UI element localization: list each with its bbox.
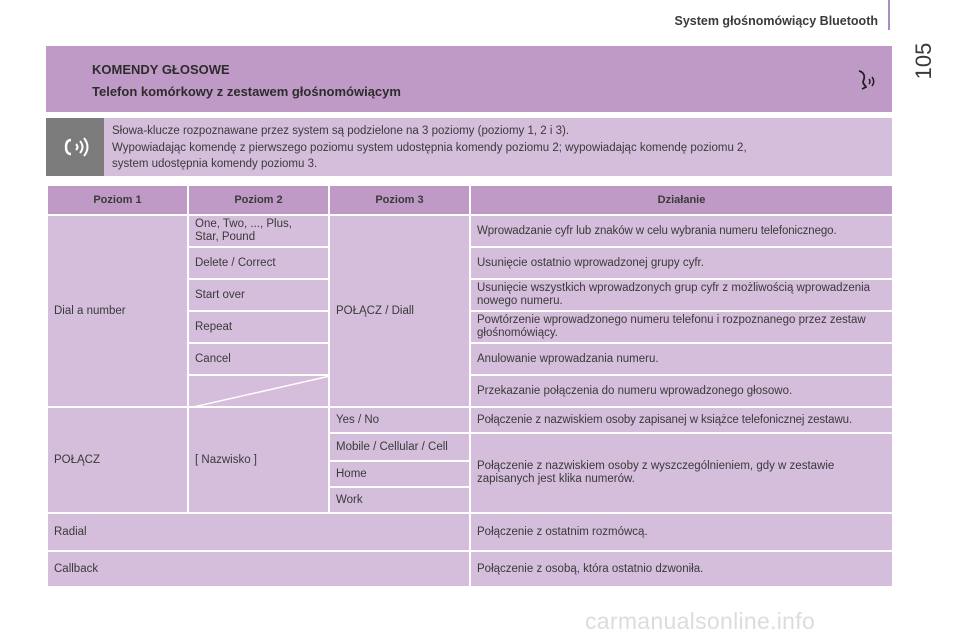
header-rule bbox=[888, 0, 890, 30]
table-header-row bbox=[47, 185, 893, 215]
cell-level3: Mobile / Cellular / Cell bbox=[329, 433, 470, 461]
cell-level3: Yes / No bbox=[329, 407, 470, 433]
cell-action: Powtórzenie wprowadzonego numeru telefonu i rozpoznanego przez zestaw głośnomówiący. bbox=[470, 311, 893, 343]
intro-box bbox=[46, 118, 892, 176]
cell-level2-empty bbox=[188, 375, 329, 407]
cell-level2: Start over bbox=[188, 279, 329, 311]
cell-level1-callback: Callback bbox=[47, 551, 470, 587]
cell-level1-dial: Dial a number bbox=[47, 215, 188, 407]
cell-action: Przekazanie połączenia do numeru wprowadzonego głosowo. bbox=[470, 375, 893, 407]
cell-level2: Repeat bbox=[188, 311, 329, 343]
watermark: carmanualsonline.info bbox=[585, 608, 816, 634]
cell-action: Usunięcie ostatnio wprowadzonej grupy cyfr. bbox=[470, 247, 893, 279]
cell-level2-line: Star, Pound bbox=[195, 231, 256, 243]
cell-level2-name: [ Nazwisko ] bbox=[188, 407, 329, 513]
header-level1: Poziom 1 bbox=[47, 185, 188, 215]
section-subtitle: Telefon komórkowy z zestawem głośnomówiącym bbox=[92, 84, 401, 99]
cell-level2 bbox=[188, 215, 329, 247]
header-action: Działanie bbox=[470, 185, 893, 215]
intro-line: Wypowiadając komendę z pierwszego poziomu system udostępnia komendy poziomu 2; wypowiadając komendę poziomu 2, bbox=[112, 141, 747, 154]
cell-action: Połączenie z ostatnim rozmówcą. bbox=[470, 513, 893, 551]
page-number: 105 bbox=[911, 42, 936, 80]
cell-action: Połączenie z osobą, która ostatnio dzwoniła. bbox=[470, 551, 893, 587]
section-banner bbox=[46, 46, 892, 112]
running-header: System głośnomówiący Bluetooth bbox=[674, 14, 878, 28]
cell-action: Anulowanie wprowadzania numeru. bbox=[470, 343, 893, 375]
voice-commands-table bbox=[46, 184, 894, 588]
speaker-sound-icon bbox=[46, 118, 104, 176]
cell-action: Wprowadzanie cyfr lub znaków w celu wybrania numeru telefonicznego. bbox=[470, 215, 893, 247]
cell-action: Połączenie z nazwiskiem osoby z wyszczególnieniem, gdy w zestawie zapisanych jest klika numerów. bbox=[470, 433, 893, 513]
cell-action: Połączenie z nazwiskiem osoby zapisanej w książce telefonicznej zestawu. bbox=[470, 407, 893, 433]
voice-command-icon bbox=[856, 68, 878, 99]
table-row bbox=[47, 215, 893, 247]
cell-level1-connect: POŁĄCZ bbox=[47, 407, 188, 513]
intro-text bbox=[112, 123, 882, 173]
table-row bbox=[47, 551, 893, 587]
cell-level3: Home bbox=[329, 461, 470, 487]
table-row bbox=[47, 407, 893, 433]
intro-line: system udostępnia komendy poziomu 3. bbox=[112, 158, 318, 170]
table-row bbox=[47, 513, 893, 551]
cell-level2-line: One, Two, ..., Plus, bbox=[195, 218, 292, 230]
diagonal-strike bbox=[189, 376, 330, 408]
cell-level2: Cancel bbox=[188, 343, 329, 375]
cell-level2: Delete / Correct bbox=[188, 247, 329, 279]
cell-level3: Work bbox=[329, 487, 470, 513]
header-level2: Poziom 2 bbox=[188, 185, 329, 215]
cell-action: Usunięcie wszystkich wprowadzonych grup cyfr z możliwością wprowadzenia nowego numeru. bbox=[470, 279, 893, 311]
header-level3: Poziom 3 bbox=[329, 185, 470, 215]
section-title: KOMENDY GŁOSOWE bbox=[92, 62, 230, 77]
cell-level1-radial: Radial bbox=[47, 513, 470, 551]
cell-level3-dial: POŁĄCZ / Diall bbox=[329, 215, 470, 407]
intro-line: Słowa-klucze rozpoznawane przez system są podzielone na 3 poziomy (poziomy 1, 2 i 3). bbox=[112, 125, 570, 137]
